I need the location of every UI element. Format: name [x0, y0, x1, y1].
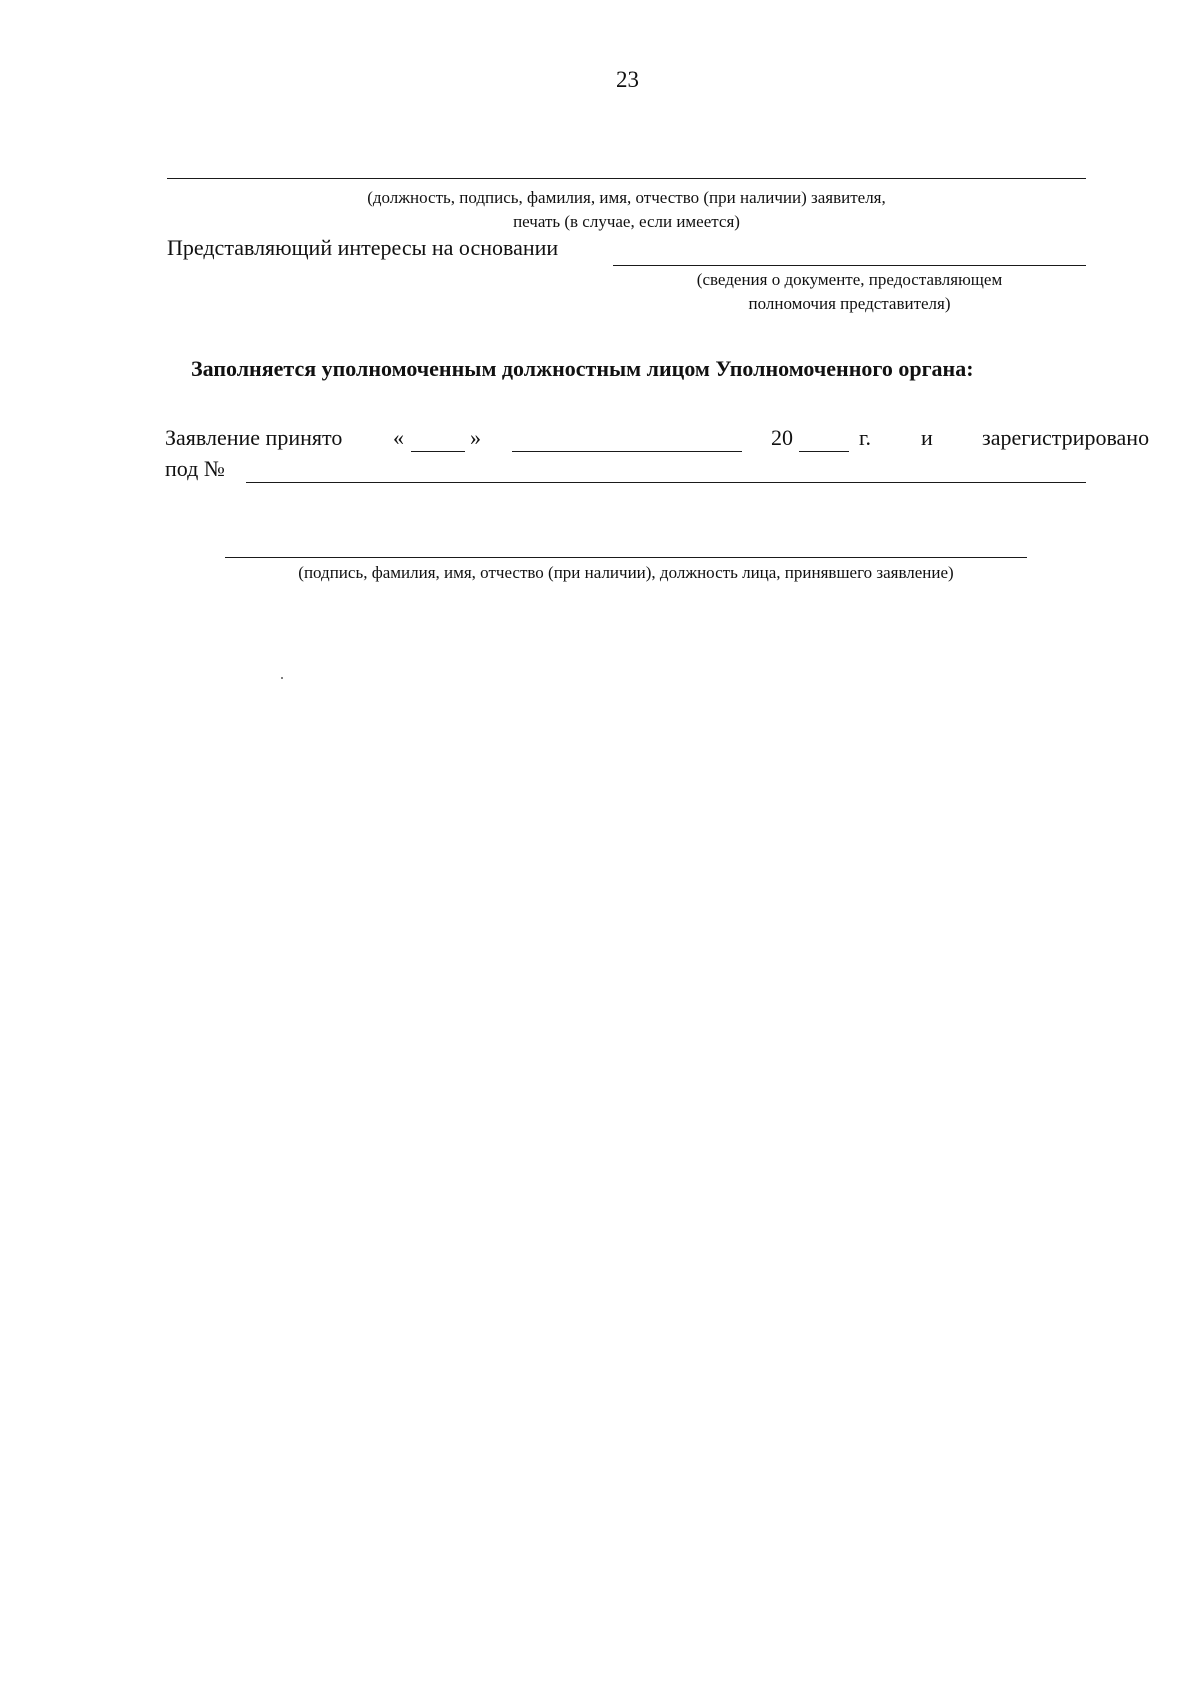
applicant-caption-line-1: (должность, подпись, фамилия, имя, отчество (при наличии) заявителя, [367, 188, 886, 207]
day-quote-open: « [393, 425, 404, 450]
representative-caption-line-2: полномочия представителя) [748, 294, 951, 313]
month-field-line[interactable] [512, 451, 742, 452]
registered-label: зарегистрировано [982, 425, 1150, 450]
day-quote-close: » [470, 425, 481, 450]
official-section-heading: Заполняется уполномоченным должностным лицом Уполномоченного органа: [191, 356, 974, 381]
applicant-signature-caption [167, 186, 1086, 234]
year-field-line[interactable] [799, 451, 849, 452]
official-signature-line[interactable] [225, 557, 1027, 558]
year-suffix: г. [859, 425, 872, 450]
official-signature-caption: (подпись, фамилия, имя, отчество (при наличии), должность лица, принявшего заявление) [298, 563, 954, 582]
day-field-line[interactable] [411, 451, 465, 452]
representative-basis-label: Представляющий интересы на основании [167, 235, 559, 260]
representative-document-line[interactable] [613, 265, 1086, 266]
conjunction-and: и [921, 425, 933, 450]
representative-document-caption [613, 268, 1086, 316]
year-prefix: 20 [771, 425, 793, 450]
applicant-caption-line-2: печать (в случае, если имеется) [513, 212, 740, 231]
page-number: 23 [616, 67, 639, 92]
applicant-signature-line[interactable] [167, 178, 1086, 179]
scan-dot [281, 677, 283, 679]
representative-caption-line-1: (сведения о документе, предоставляющем [696, 270, 1003, 289]
accepted-label: Заявление принято [165, 425, 343, 450]
registration-number-line[interactable] [246, 482, 1086, 483]
registration-number-label: под № [165, 456, 225, 481]
